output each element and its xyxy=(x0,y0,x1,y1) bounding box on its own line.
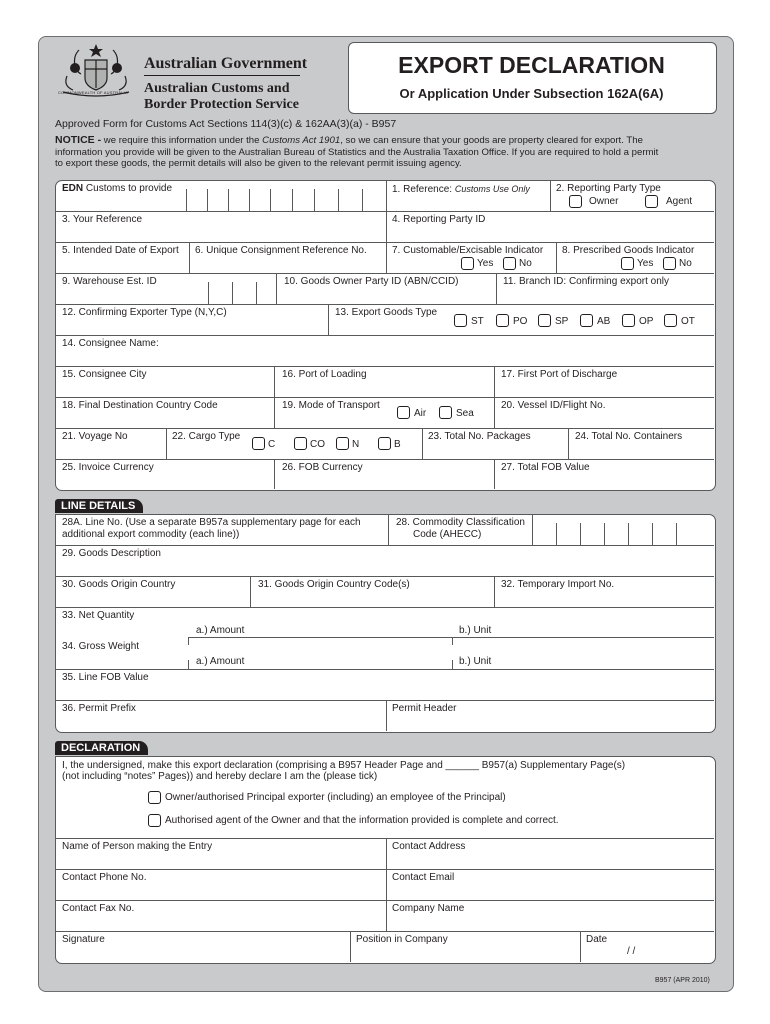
notice-label: NOTICE - xyxy=(55,134,102,146)
goods-type-ab-checkbox[interactable] xyxy=(580,314,593,327)
customable-no-checkbox[interactable] xyxy=(503,257,516,270)
gross-unit-field[interactable]: b.) Unit xyxy=(459,656,492,667)
agency-line-1: Australian Customs and xyxy=(144,81,290,96)
commodity-code-label-1: 28. Commodity Classification xyxy=(396,517,525,528)
goods-type-sp-checkbox[interactable] xyxy=(538,314,551,327)
vessel-id-field[interactable]: 20. Vessel ID/Flight No. xyxy=(501,400,606,411)
invoice-currency-field[interactable]: 25. Invoice Currency xyxy=(62,462,154,473)
prescribed-goods-label: 8. Prescribed Goods Indicator xyxy=(562,245,695,256)
cargo-c-checkbox[interactable] xyxy=(252,437,265,450)
notice-text-a: we require this information under the xyxy=(103,135,260,146)
goods-type-st-checkbox[interactable] xyxy=(454,314,467,327)
total-containers-field[interactable]: 24. Total No. Containers xyxy=(575,431,683,442)
owner-checkbox[interactable] xyxy=(569,195,582,208)
notice-line-3: to export these goods, the permit details will also be given to the relevant permit issuing agency. xyxy=(55,158,462,169)
reference-label: 1. Reference: xyxy=(392,184,453,195)
line-no-label-2: additional export commodity (each line)) xyxy=(62,529,240,540)
company-name-field[interactable]: Company Name xyxy=(392,903,465,914)
cargo-n-label: N xyxy=(352,439,360,450)
cargo-n-checkbox[interactable] xyxy=(336,437,349,450)
prescribed-yes-label: Yes xyxy=(637,258,654,269)
gov-title: Australian Government xyxy=(144,55,308,72)
net-unit-field[interactable]: b.) Unit xyxy=(459,625,492,636)
confirming-exporter-field[interactable]: 12. Confirming Exporter Type (N,Y,C) xyxy=(62,307,227,318)
edn-text: Customs to provide xyxy=(85,183,173,194)
cargo-b-label: B xyxy=(394,439,401,450)
person-name-field[interactable]: Name of Person making the Entry xyxy=(62,841,213,852)
declaration-tab: DECLARATION xyxy=(55,741,148,755)
first-port-discharge-field[interactable]: 17. First Port of Discharge xyxy=(501,369,618,380)
export-goods-type-label: 13. Export Goods Type xyxy=(335,307,438,318)
transport-air-checkbox[interactable] xyxy=(397,406,410,419)
goods-type-sp-label: SP xyxy=(555,316,569,327)
final-destination-field[interactable]: 18. Final Destination Country Code xyxy=(62,400,218,411)
cargo-co-checkbox[interactable] xyxy=(294,437,307,450)
goods-origin-code-field[interactable]: 31. Goods Origin Country Code(s) xyxy=(258,579,410,590)
notice-act: Customs Act 1901 xyxy=(262,135,341,146)
position-field[interactable]: Position in Company xyxy=(356,934,448,945)
temporary-import-field[interactable]: 32. Temporary Import No. xyxy=(501,579,615,590)
consignee-name-field[interactable]: 14. Consignee Name: xyxy=(62,338,159,349)
total-fob-value-field[interactable]: 27. Total FOB Value xyxy=(501,462,590,473)
goods-type-ot-checkbox[interactable] xyxy=(664,314,677,327)
transport-air-label: Air xyxy=(414,408,427,419)
gross-amount-field[interactable]: a.) Amount xyxy=(196,656,245,667)
contact-email-field[interactable]: Contact Email xyxy=(392,872,455,883)
reporting-party-type-label: 2. Reporting Party Type xyxy=(556,183,661,194)
goods-type-po-checkbox[interactable] xyxy=(496,314,509,327)
declaration-text-2: (not including “notes” Pages)) and hereby declare I am the (please tick) xyxy=(62,771,378,782)
cargo-c-label: C xyxy=(268,439,276,450)
cargo-type-label: 22. Cargo Type xyxy=(172,431,241,442)
permit-prefix-field[interactable]: 36. Permit Prefix xyxy=(62,703,136,714)
contact-fax-field[interactable]: Contact Fax No. xyxy=(62,903,135,914)
agency-line-2: Border Protection Service xyxy=(144,97,299,112)
cargo-co-label: CO xyxy=(310,439,325,450)
contact-address-field[interactable]: Contact Address xyxy=(392,841,466,852)
goods-type-st-label: ST xyxy=(471,316,484,327)
gross-weight-label: 34. Gross Weight xyxy=(62,641,140,652)
prescribed-yes-checkbox[interactable] xyxy=(621,257,634,270)
permit-header-field[interactable]: Permit Header xyxy=(392,703,457,714)
edn-label: EDN xyxy=(62,183,84,194)
your-reference-field[interactable]: 3. Your Reference xyxy=(62,214,143,225)
reporting-party-id-field[interactable]: 4. Reporting Party ID xyxy=(392,214,486,225)
form-code-footer: B957 (APR 2010) xyxy=(655,977,710,984)
warehouse-id-field[interactable]: 9. Warehouse Est. ID xyxy=(62,276,157,287)
goods-type-po-label: PO xyxy=(513,316,528,327)
consignment-ref-field[interactable]: 6. Unique Consignment Reference No. xyxy=(195,245,367,256)
form-subtitle: Or Application Under Subsection 162A(6A) xyxy=(399,86,664,101)
agent-label: Agent xyxy=(666,196,693,207)
reference-note: Customs Use Only xyxy=(454,184,530,194)
prescribed-no-checkbox[interactable] xyxy=(663,257,676,270)
goods-origin-country-field[interactable]: 30. Goods Origin Country xyxy=(62,579,176,590)
edn-field[interactable] xyxy=(62,183,172,195)
goods-type-ot-label: OT xyxy=(681,316,695,327)
owner-principal-label: Owner/authorised Principal exporter (including) an employee of the Principal) xyxy=(165,792,506,803)
authorised-agent-label: Authorised agent of the Owner and that the information provided is complete and correct. xyxy=(165,815,559,826)
form-title: EXPORT DECLARATION xyxy=(398,52,665,78)
customable-no-label: No xyxy=(519,258,532,269)
customable-indicator-label: 7. Customable/Excisable Indicator xyxy=(392,245,544,256)
owner-label: Owner xyxy=(589,196,619,207)
signature-field[interactable]: Signature xyxy=(62,934,105,945)
notice-line-1 xyxy=(55,134,643,147)
fob-currency-field[interactable]: 26. FOB Currency xyxy=(282,462,363,473)
net-quantity-label: 33. Net Quantity xyxy=(62,610,135,621)
goods-owner-id-field[interactable]: 10. Goods Owner Party ID (ABN/CCID) xyxy=(284,276,459,287)
notice-text-b: , so we can ensure that your goods are property cleared for export. The xyxy=(340,135,643,146)
commodity-code-label-2: Code (AHECC) xyxy=(413,529,482,540)
transport-sea-label: Sea xyxy=(456,408,474,419)
goods-type-op-checkbox[interactable] xyxy=(622,314,635,327)
line-details-tab: LINE DETAILS xyxy=(55,499,143,513)
customable-yes-label: Yes xyxy=(477,258,494,269)
customable-yes-checkbox[interactable] xyxy=(461,257,474,270)
owner-principal-checkbox[interactable] xyxy=(148,791,161,804)
date-field[interactable]: / / xyxy=(627,946,636,957)
notice-line-2: information you provide will be given to the Australian Bureau of Statistics and the Australia Taxation Office. If you are required to hold a permit xyxy=(55,147,659,158)
goods-description-field[interactable]: 29. Goods Description xyxy=(62,548,161,559)
goods-type-ab-label: AB xyxy=(597,316,611,327)
mode-of-transport-label: 19. Mode of Transport xyxy=(282,400,380,411)
net-amount-field[interactable]: a.) Amount xyxy=(196,625,245,636)
crest-text: COMMONWEALTH OF AUSTRALIA xyxy=(58,90,128,95)
agent-checkbox[interactable] xyxy=(645,195,658,208)
total-packages-field[interactable]: 23. Total No. Packages xyxy=(428,431,531,442)
date-label: Date xyxy=(586,934,608,945)
prescribed-no-label: No xyxy=(679,258,692,269)
reference-field[interactable] xyxy=(392,183,530,196)
intended-date-field[interactable]: 5. Intended Date of Export xyxy=(62,245,179,256)
contact-phone-field[interactable]: Contact Phone No. xyxy=(62,872,147,883)
approved-form-line: Approved Form for Customs Act Sections 114(3)(c) & 162AA(3)(a) - B957 xyxy=(55,118,397,130)
line-no-label-1: 28A. Line No. (Use a separate B957a supplementary page for each xyxy=(62,517,361,528)
authorised-agent-checkbox[interactable] xyxy=(148,814,161,827)
line-fob-value-field[interactable]: 35. Line FOB Value xyxy=(62,672,149,683)
declaration-text-1: I, the undersigned, make this export declaration (comprising a B957 Header Page and ______ B957(a) Supplementary Page(s) xyxy=(62,760,626,771)
header-rule xyxy=(144,75,300,76)
branch-id-field[interactable]: 11. Branch ID: Confirming export only xyxy=(503,276,670,287)
port-of-loading-field[interactable]: 16. Port of Loading xyxy=(282,369,367,380)
consignee-city-field[interactable]: 15. Consignee City xyxy=(62,369,147,380)
cargo-b-checkbox[interactable] xyxy=(378,437,391,450)
voyage-no-field[interactable]: 21. Voyage No xyxy=(62,431,128,442)
transport-sea-checkbox[interactable] xyxy=(439,406,452,419)
goods-type-op-label: OP xyxy=(639,316,654,327)
